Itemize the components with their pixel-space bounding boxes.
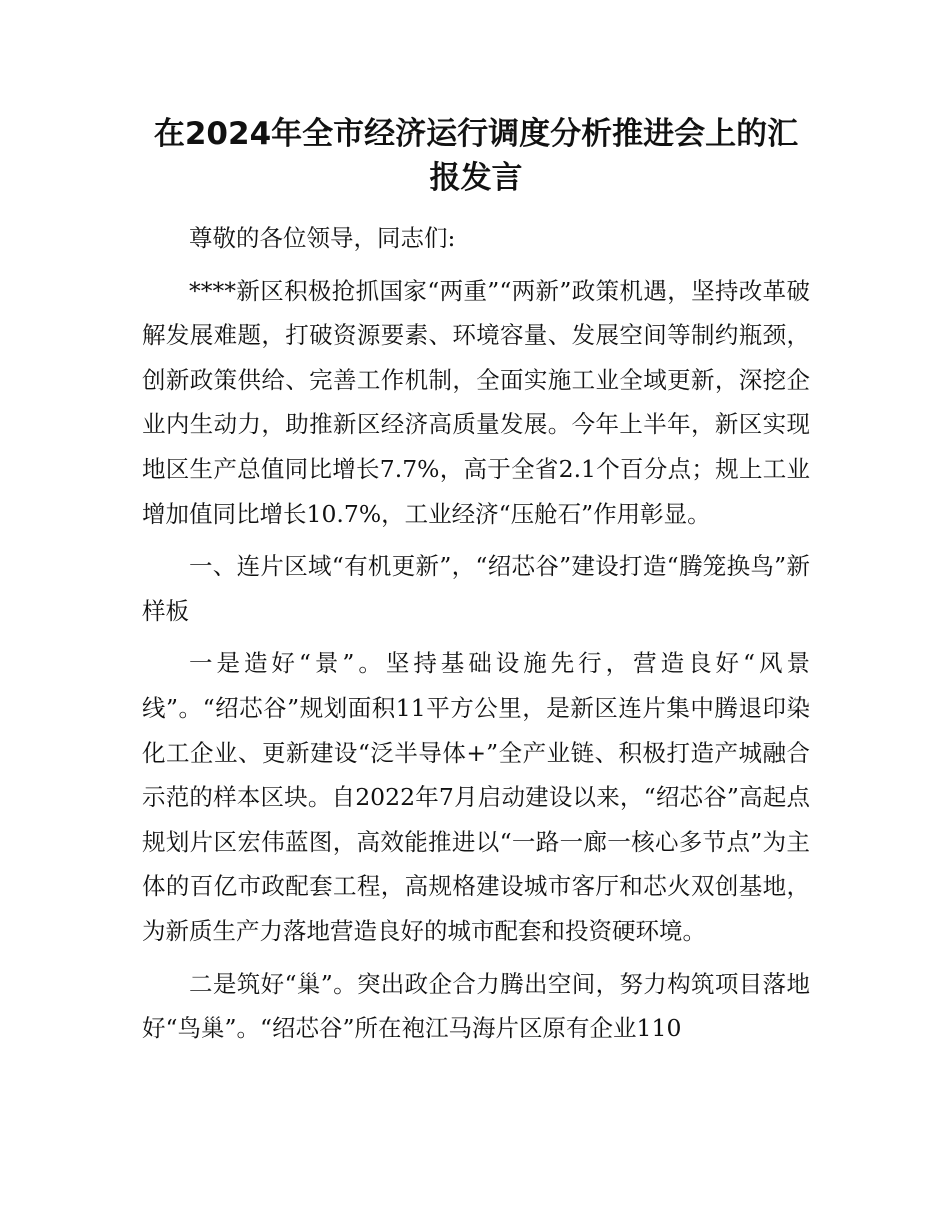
section-heading-1: 一、连片区域“有机更新”，“绍芯谷”建设打造“腾笼换鸟”新样板: [142, 552, 810, 625]
body-paragraph-scenery: 一是造好“景”。坚持基础设施先行，营造良好“风景线”。“绍芯谷”规划面积11平方公里，是新区连片集中腾退印染化工企业、更新建设“泛半导体+”全产业链、积极打造产城融合示范的样本区块。自2022年7月启动建设以来，“绍芯谷”高起点规划片区宏伟蓝图，高效能推进以“一路一廊一核心多节点”为主体的百亿市政配套工程，高规格建设城市客厅和芯火双创基地，为新质生产力落地营造良好的城市配套和投资硬环境。: [142, 649, 810, 945]
salutation: 尊敬的各位领导，同志们:: [189, 224, 456, 252]
body-paragraph-nest: 二是筑好“巢”。突出政企合力腾出空间，努力构筑项目落地好“鸟巢”。“绍芯谷”所在袍江马海片区原有企业110: [142, 969, 810, 1043]
document-title: 在2024年全市经济运行调度分析推进会上的汇报发言: [153, 116, 799, 196]
document-page: [142, 112, 810, 1059]
body-paragraph-intro: ****新区积极抢抓国家“两重”“两新”政策机遇，坚持改革破解发展难题，打破资源要素、环境容量、发展空间等制约瓶颈，创新政策供给、完善工作机制，全面实施工业全域更新，深挖企业内生动力，助推新区经济高质量发展。今年上半年，新区实现地区生产总值同比增长7.7%，高于全省2.1个百分点；规上工业增加值同比增长10.7%，工业经济“压舱石”作用彰显。: [142, 276, 810, 528]
